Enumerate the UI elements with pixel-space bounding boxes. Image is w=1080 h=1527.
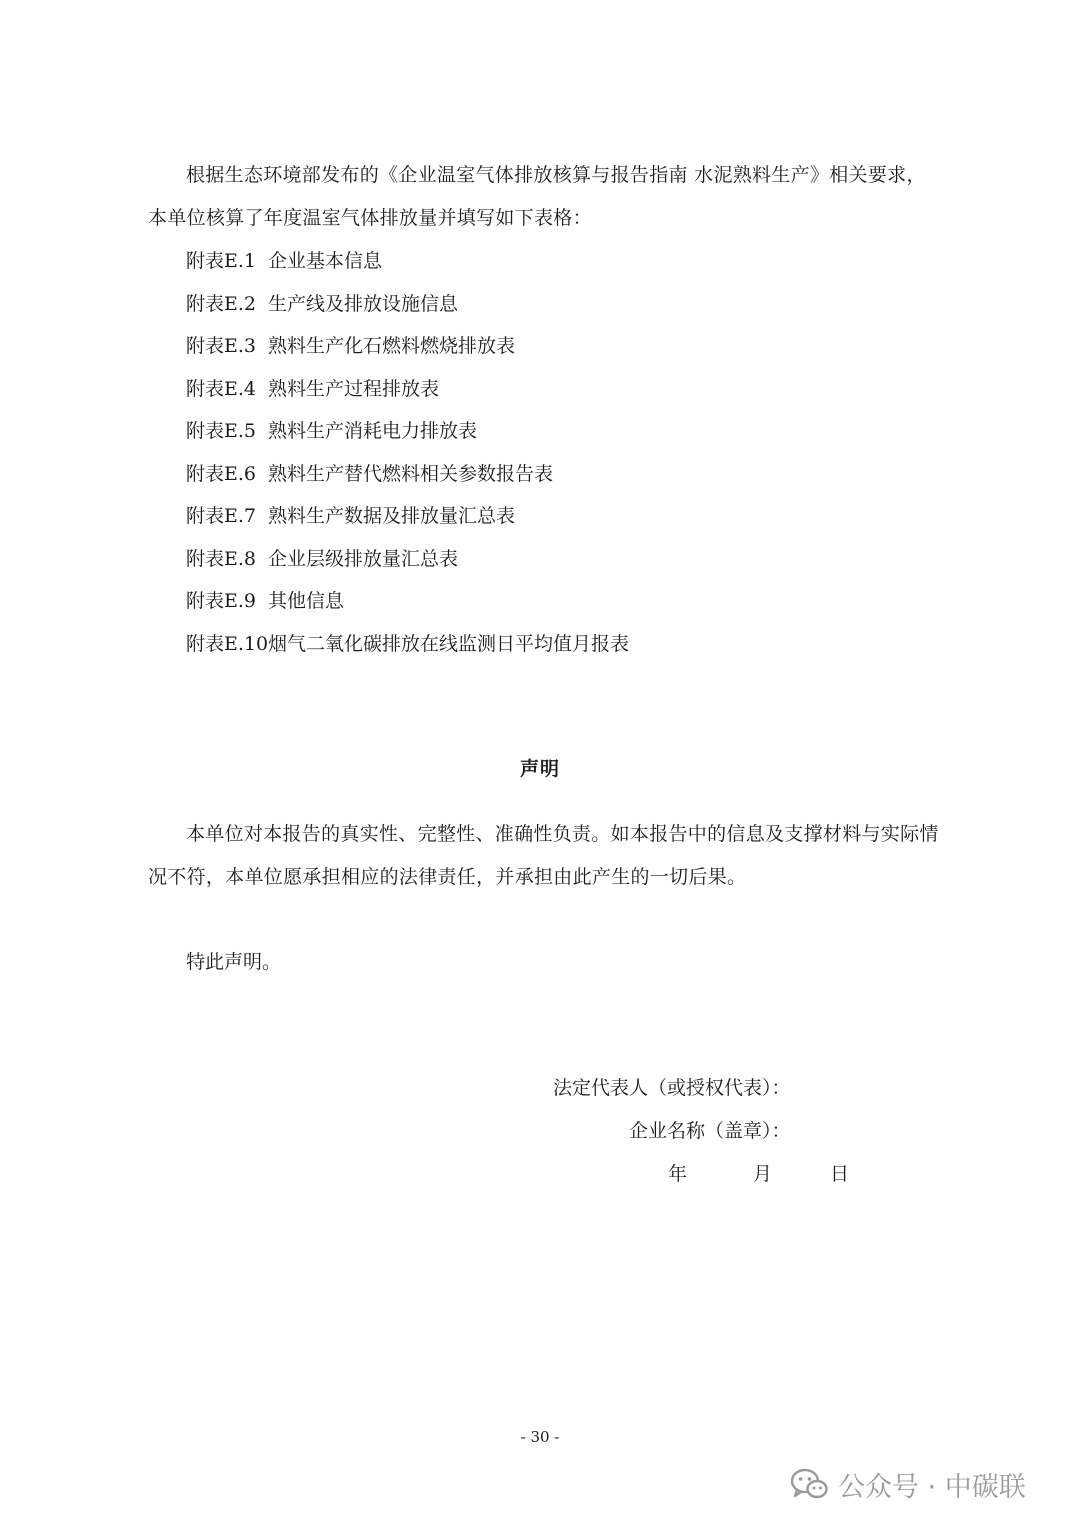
- appendix-title: 企业层级排放量汇总表: [268, 547, 459, 570]
- appendix-title: 熟料生产消耗电力排放表: [268, 420, 478, 442]
- intro-line-1: 根据生态环境部发布的《企业温室气体排放核算与报告指南 水泥熟料生产》相关要求，: [186, 164, 926, 186]
- appendix-item: [186, 538, 629, 581]
- appendix-code: 附表E.10: [186, 632, 269, 655]
- appendix-title: 烟气二氧化碳排放在线监测日平均值月报表: [268, 632, 630, 655]
- page-number: - 30 -: [520, 1428, 560, 1446]
- appendix-title: 企业基本信息: [268, 250, 383, 272]
- legal-representative-label: 法定代表人（或授权代表）：: [553, 1077, 791, 1099]
- appendix-code: 附表E.6: [186, 462, 256, 485]
- wechat-icon: [790, 1467, 828, 1501]
- appendix-title: 熟料生产替代燃料相关参数报告表: [268, 462, 554, 485]
- appendix-title: 熟料生产过程排放表: [268, 377, 440, 400]
- appendix-item: [186, 325, 629, 368]
- intro-paragraph: [148, 154, 948, 240]
- date-day-label: 日: [830, 1163, 850, 1185]
- appendix-code: 附表E.7: [186, 505, 256, 527]
- appendix-item: [186, 580, 629, 623]
- declaration-line-2: 况不符，本单位愿承担相应的法律责任，并承担由此产生的一切后果。: [148, 866, 747, 888]
- company-name-label: 企业名称（盖章）：: [629, 1120, 791, 1142]
- appendix-code: 附表E.4: [186, 377, 256, 400]
- appendix-title: 其他信息: [268, 590, 345, 612]
- declaration-closing: 特此声明。: [186, 951, 282, 973]
- appendix-title: 生产线及排放设施信息: [268, 292, 459, 315]
- appendix-code: 附表E.2: [186, 292, 256, 315]
- appendix-item: [186, 410, 629, 453]
- watermark-text: 公众号 · 中碳联: [838, 1471, 1026, 1503]
- declaration-heading: 声明: [519, 758, 560, 780]
- watermark: [790, 1462, 1026, 1506]
- appendix-item: [186, 240, 629, 283]
- appendix-code: 附表E.3: [186, 335, 256, 357]
- declaration-line-1: 本单位对本报告的真实性、完整性、准确性负责。如本报告中的信息及支撑材料与实际情: [186, 823, 939, 845]
- appendix-title: 熟料生产化石燃料燃烧排放表: [268, 335, 516, 357]
- date-month-label: 月: [753, 1163, 773, 1185]
- intro-line-2: 本单位核算了年度温室气体排放量并填写如下表格：: [148, 207, 592, 229]
- appendix-list: [186, 240, 629, 665]
- appendix-title: 熟料生产数据及排放量汇总表: [268, 505, 516, 527]
- appendix-item: [186, 495, 629, 538]
- declaration-paragraph: [148, 813, 948, 899]
- date-year-label: 年: [668, 1163, 688, 1185]
- appendix-code: 附表E.8: [186, 547, 256, 570]
- appendix-item: [186, 623, 629, 666]
- appendix-code: 附表E.1: [186, 250, 256, 272]
- appendix-code: 附表E.5: [186, 420, 256, 442]
- appendix-code: 附表E.9: [186, 590, 256, 612]
- appendix-item: [186, 453, 629, 496]
- appendix-item: [186, 368, 629, 411]
- appendix-item: [186, 283, 629, 326]
